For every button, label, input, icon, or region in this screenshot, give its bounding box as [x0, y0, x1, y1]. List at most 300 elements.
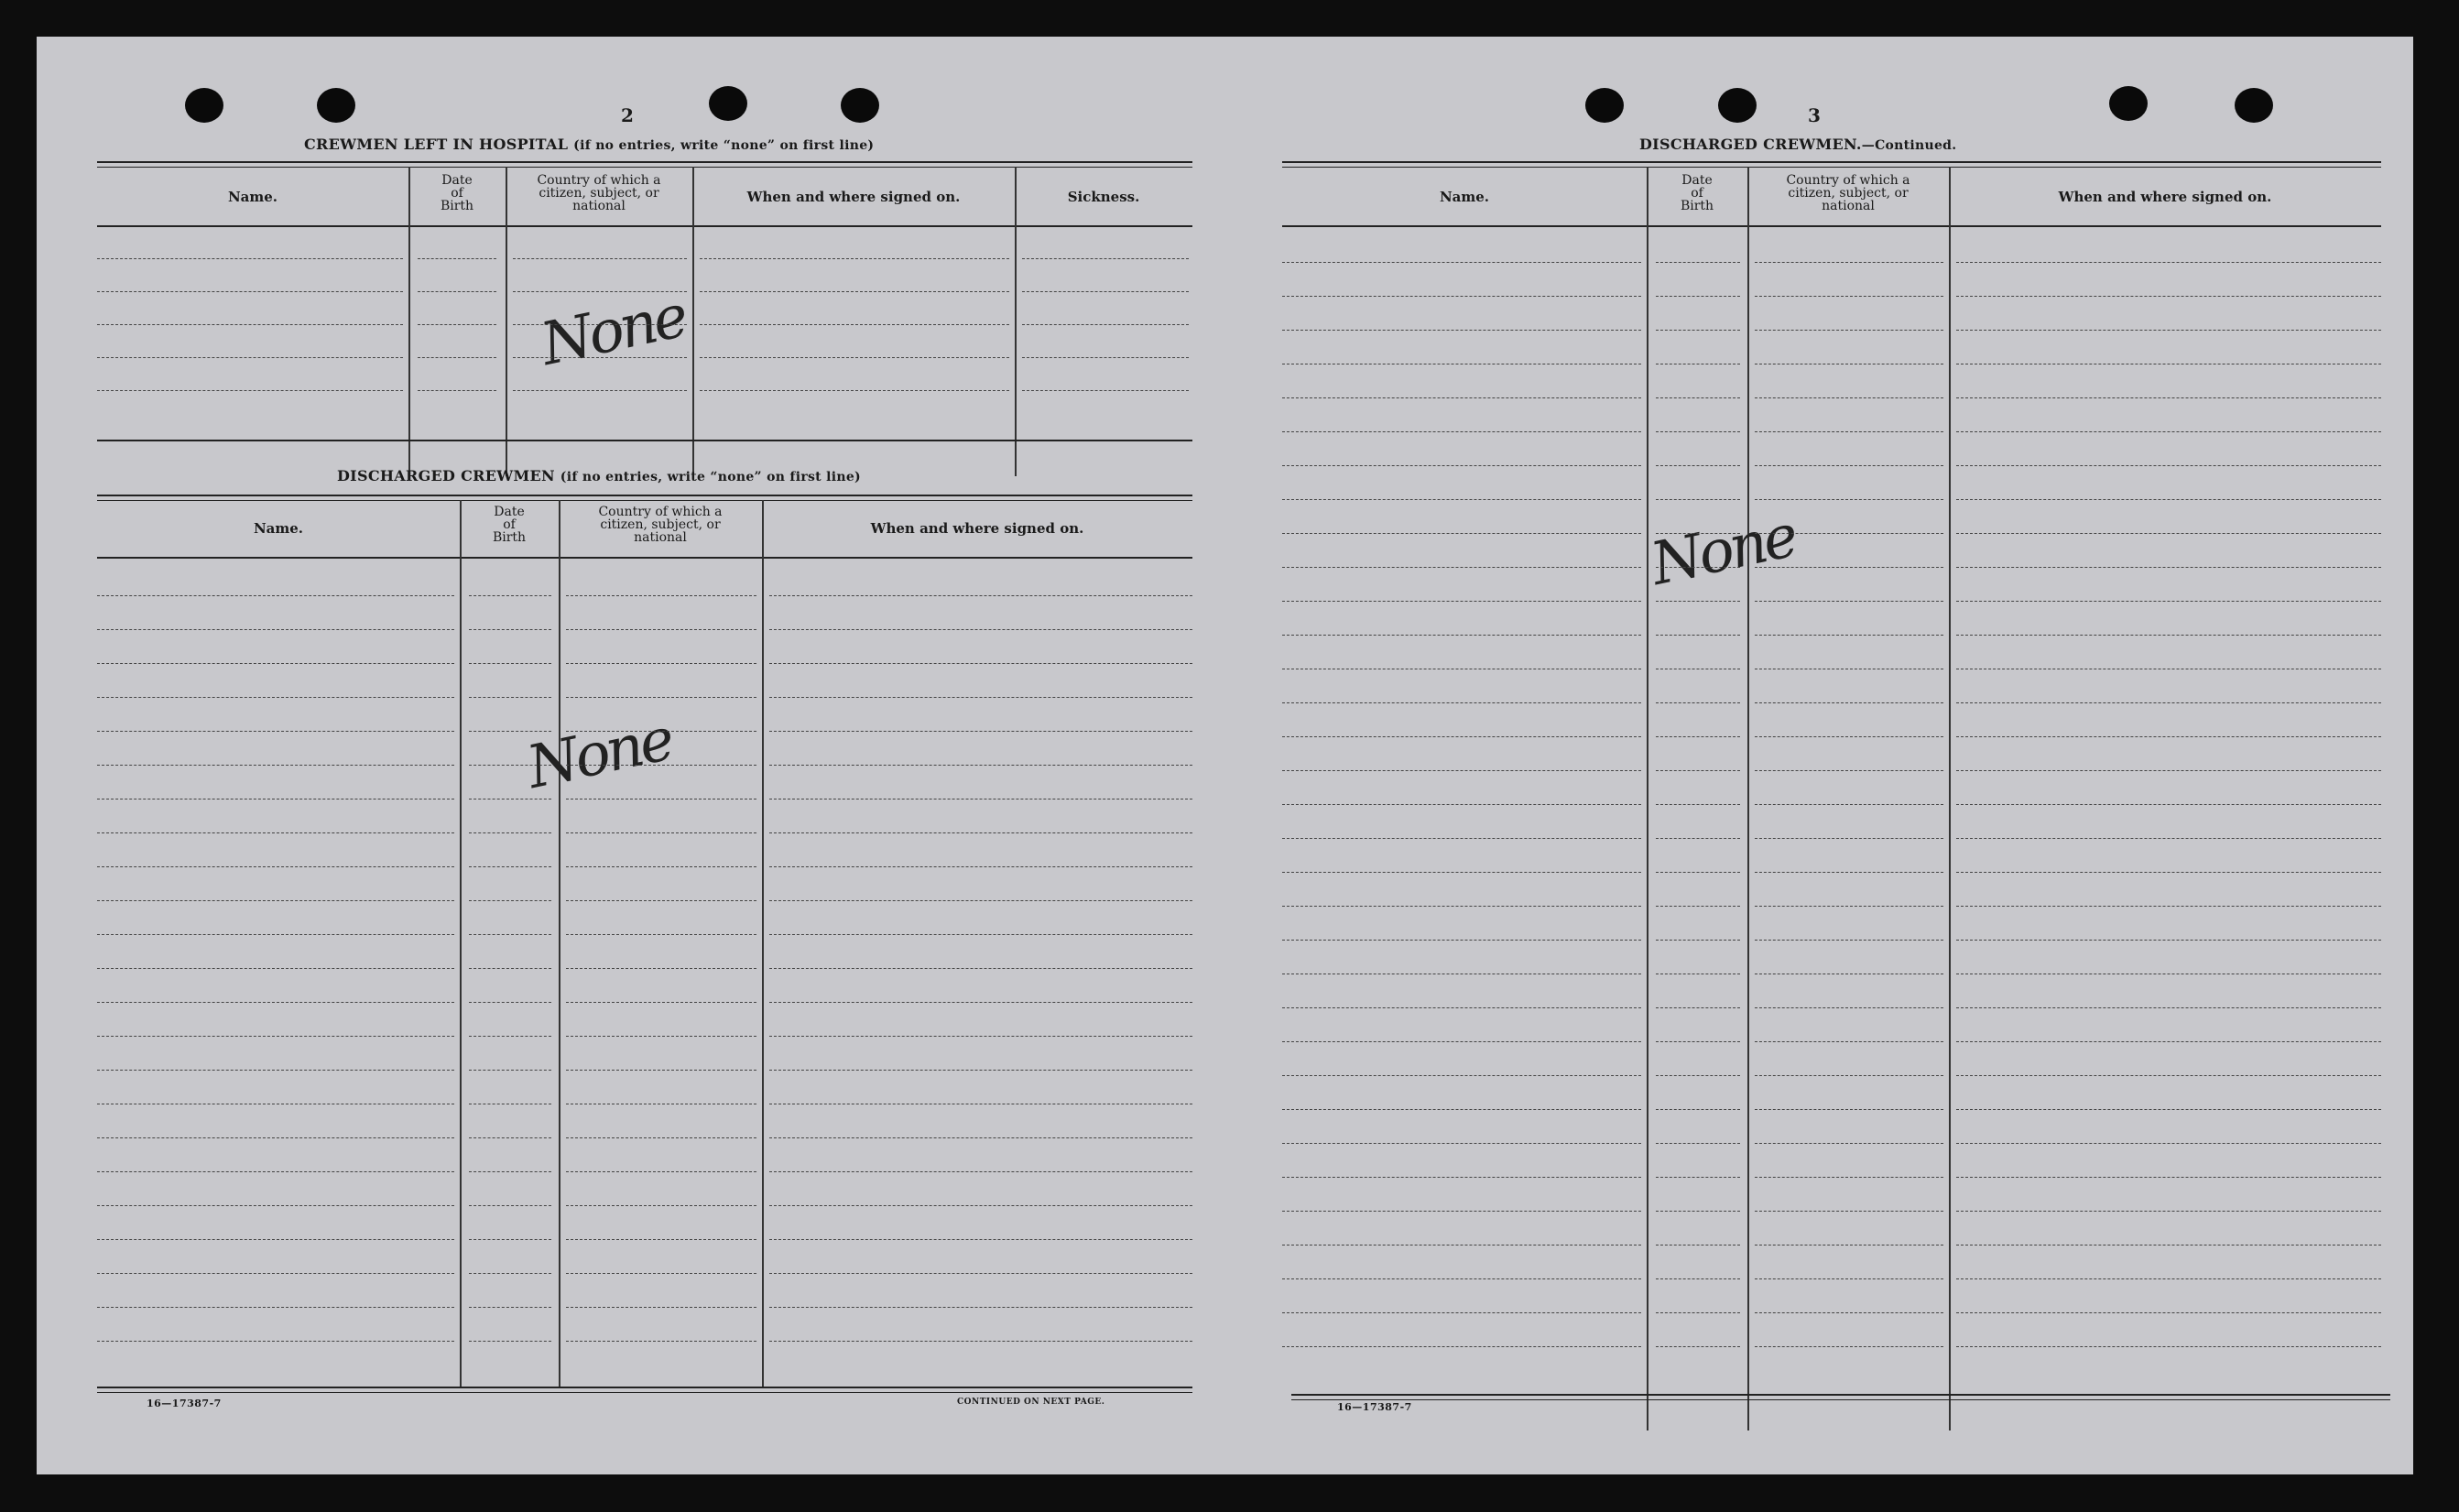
ruled-line — [700, 258, 1009, 259]
ruled-line — [566, 866, 756, 867]
ruled-line — [1956, 1346, 2381, 1347]
ruled-line — [97, 900, 454, 901]
ruled-line — [1656, 1177, 1740, 1178]
dob-line-3: Birth — [1680, 199, 1714, 213]
ruled-line — [1755, 1143, 1943, 1144]
ruled-line — [1656, 940, 1740, 941]
discharged-col-divider — [762, 500, 764, 1387]
ruled-line — [700, 357, 1009, 358]
page-number-right: 3 — [1808, 104, 1821, 126]
ruled-line — [97, 866, 454, 867]
ruled-line — [469, 968, 551, 969]
ruled-line — [513, 390, 687, 391]
right-col-divider — [1647, 167, 1648, 1430]
ruled-line — [469, 1070, 551, 1071]
ruled-line — [1656, 1278, 1740, 1279]
discharged-col-name: Name. — [253, 520, 304, 537]
ruled-line — [1755, 872, 1943, 873]
ruled-line — [1956, 770, 2381, 771]
hospital-col-country — [506, 174, 692, 212]
ruled-line — [1656, 499, 1740, 500]
right-col-signed: When and where signed on. — [2058, 189, 2272, 205]
ruled-line — [1956, 431, 2381, 432]
ruled-line — [97, 832, 454, 833]
ruled-line — [1282, 1143, 1641, 1144]
discharged-col-divider — [460, 500, 462, 1387]
ruled-line — [566, 765, 756, 766]
ruled-line — [566, 663, 756, 664]
ruled-line — [469, 663, 551, 664]
ruled-line — [1956, 1041, 2381, 1042]
right-title-suffix: —Continued. — [1861, 138, 1957, 153]
ruled-line — [566, 799, 756, 800]
discharged-instruction: (if no entries, write “none” on first line) — [560, 470, 861, 484]
ruled-line — [769, 900, 1192, 901]
ruled-line — [1282, 872, 1641, 873]
right-header-rule — [1282, 225, 2381, 227]
ruled-line — [1656, 296, 1740, 297]
ruled-line — [1956, 465, 2381, 466]
ruled-line — [1956, 1312, 2381, 1313]
discharged-bottom-rule-2 — [97, 1392, 1192, 1393]
ruled-line — [1282, 1211, 1641, 1212]
ruled-line — [1956, 499, 2381, 500]
ruled-line — [1282, 1075, 1641, 1076]
ruled-line — [97, 258, 403, 259]
punch-hole — [185, 88, 223, 123]
ruled-line — [1755, 601, 1943, 602]
country-line-1: Country of which a — [537, 173, 661, 188]
ruled-line — [97, 1205, 454, 1206]
ruled-line — [1956, 533, 2381, 534]
discharged-col-signed: When and where signed on. — [870, 520, 1084, 537]
ruled-line — [769, 1002, 1192, 1003]
ruled-line — [1956, 838, 2381, 839]
ruled-line — [1282, 397, 1641, 398]
dob-line-3: Birth — [440, 199, 474, 213]
ruled-line — [566, 1341, 756, 1342]
ruled-line — [1755, 906, 1943, 907]
ruled-line — [566, 595, 756, 596]
ruled-line — [1656, 872, 1740, 873]
right-section-title — [1639, 136, 1956, 153]
ruled-line — [1022, 390, 1189, 391]
ruled-line — [1956, 330, 2381, 331]
hospital-col-signed: When and where signed on. — [746, 189, 961, 205]
ruled-line — [1656, 1041, 1740, 1042]
ruled-line — [1282, 1041, 1641, 1042]
ruled-line — [769, 697, 1192, 698]
discharged-bottom-rule — [97, 1387, 1192, 1388]
ruled-line — [1956, 906, 2381, 907]
ruled-line — [1022, 357, 1189, 358]
right-bottom-rule-2 — [1291, 1399, 2390, 1400]
ruled-line — [1656, 262, 1740, 263]
ruled-line — [1755, 635, 1943, 636]
ruled-line — [769, 1070, 1192, 1071]
ruled-line — [469, 629, 551, 630]
ruled-line — [1022, 324, 1189, 325]
punch-hole — [709, 86, 747, 121]
ruled-line — [769, 1171, 1192, 1172]
right-top-rule-2 — [1282, 167, 2381, 168]
ruled-line — [769, 1273, 1192, 1274]
ruled-line — [1656, 533, 1740, 534]
ruled-line — [769, 866, 1192, 867]
ruled-line — [1755, 1007, 1943, 1008]
ruled-line — [566, 731, 756, 732]
right-bottom-rule — [1291, 1394, 2390, 1396]
right-col-divider — [1747, 167, 1749, 1430]
ruled-line — [1282, 1007, 1641, 1008]
ruled-line — [769, 934, 1192, 935]
ruled-line — [1282, 499, 1641, 500]
ruled-line — [513, 258, 687, 259]
ruled-line — [469, 1205, 551, 1206]
ruled-line — [769, 799, 1192, 800]
ruled-line — [1956, 1143, 2381, 1144]
ruled-line — [1956, 804, 2381, 805]
ruled-line — [1755, 262, 1943, 263]
ruled-line — [469, 1137, 551, 1138]
country-line-3: national — [1822, 199, 1875, 213]
ruled-line — [1755, 431, 1943, 432]
hospital-col-name: Name. — [227, 189, 278, 205]
ruled-line — [97, 595, 454, 596]
hospital-handwritten-none: None — [535, 282, 691, 379]
ruled-line — [566, 900, 756, 901]
ruled-line — [513, 357, 687, 358]
discharged-top-rule-2 — [97, 500, 1192, 501]
ruled-line — [469, 1036, 551, 1037]
ruled-line — [513, 291, 687, 292]
ruled-line — [1755, 1312, 1943, 1313]
hospital-bottom-rule — [97, 440, 1192, 441]
ruled-line — [566, 1137, 756, 1138]
ruled-line — [513, 324, 687, 325]
ruled-line — [97, 1273, 454, 1274]
ruled-line — [97, 1036, 454, 1037]
ruled-line — [418, 258, 496, 259]
ruled-line — [469, 697, 551, 698]
ruled-line — [1282, 1278, 1641, 1279]
ruled-line — [1656, 635, 1740, 636]
right-col-name: Name. — [1439, 189, 1490, 205]
ruled-line — [1282, 431, 1641, 432]
ruled-line — [1282, 1177, 1641, 1178]
ruled-line — [1282, 804, 1641, 805]
hospital-top-rule-2 — [97, 167, 1192, 168]
ruled-line — [566, 1002, 756, 1003]
ruled-line — [1656, 906, 1740, 907]
ruled-line — [97, 765, 454, 766]
ruled-line — [469, 1341, 551, 1342]
ruled-line — [1022, 291, 1189, 292]
ruled-line — [1755, 1346, 1943, 1347]
document-sheet — [37, 37, 2413, 1474]
ruled-line — [1755, 330, 1943, 331]
ruled-line — [1956, 635, 2381, 636]
ruled-line — [566, 1239, 756, 1240]
ruled-line — [1956, 601, 2381, 602]
ruled-line — [1755, 770, 1943, 771]
ruled-line — [1755, 499, 1943, 500]
ruled-line — [769, 1307, 1192, 1308]
ruled-line — [1656, 1075, 1740, 1076]
ruled-line — [1956, 567, 2381, 568]
ruled-line — [97, 799, 454, 800]
ruled-line — [97, 390, 403, 391]
ruled-line — [1755, 296, 1943, 297]
footer-continued-note: CONTINUED ON NEXT PAGE. — [957, 1398, 1105, 1407]
ruled-line — [469, 934, 551, 935]
ruled-line — [97, 629, 454, 630]
ruled-line — [1282, 906, 1641, 907]
dob-line-1: Date — [1681, 173, 1713, 188]
discharged-col-divider — [559, 500, 560, 1387]
hospital-top-rule — [97, 161, 1192, 163]
ruled-line — [1282, 465, 1641, 466]
country-line-3: national — [634, 530, 687, 545]
ruled-line — [700, 291, 1009, 292]
right-handwritten-none: None — [1645, 502, 1801, 599]
ruled-line — [1755, 1177, 1943, 1178]
ruled-line — [566, 968, 756, 969]
ruled-line — [769, 595, 1192, 596]
punch-hole — [317, 88, 355, 123]
dob-line-2: of — [451, 186, 463, 201]
ruled-line — [769, 968, 1192, 969]
ruled-line — [566, 629, 756, 630]
ruled-line — [566, 1273, 756, 1274]
ruled-line — [1022, 258, 1189, 259]
dob-line-3: Birth — [492, 530, 527, 545]
ruled-line — [1956, 702, 2381, 703]
ruled-line — [769, 832, 1192, 833]
ruled-line — [97, 697, 454, 698]
right-col-divider — [1949, 167, 1951, 1430]
hospital-title-text: CREWMEN LEFT IN HOSPITAL — [304, 136, 569, 153]
ruled-line — [1282, 838, 1641, 839]
ruled-line — [1755, 1278, 1943, 1279]
ruled-line — [1656, 601, 1740, 602]
ruled-line — [1755, 1075, 1943, 1076]
ruled-line — [97, 291, 403, 292]
ruled-line — [566, 1205, 756, 1206]
hospital-col-divider — [1015, 167, 1017, 476]
ruled-line — [1755, 465, 1943, 466]
hospital-section-title — [304, 136, 874, 153]
ruled-line — [418, 291, 496, 292]
ruled-line — [1755, 397, 1943, 398]
ruled-line — [97, 934, 454, 935]
ruled-line — [566, 1307, 756, 1308]
hospital-col-sickness: Sickness. — [1067, 189, 1140, 205]
ruled-line — [769, 731, 1192, 732]
ruled-line — [1956, 1278, 2381, 1279]
punch-hole — [1585, 88, 1624, 123]
ruled-line — [97, 324, 403, 325]
ruled-line — [469, 799, 551, 800]
ruled-line — [1656, 1312, 1740, 1313]
ruled-line — [1956, 872, 2381, 873]
ruled-line — [1282, 1346, 1641, 1347]
ruled-line — [418, 357, 496, 358]
ruled-line — [469, 765, 551, 766]
ruled-line — [769, 1137, 1192, 1138]
ruled-line — [769, 1036, 1192, 1037]
ruled-line — [769, 663, 1192, 664]
ruled-line — [469, 1002, 551, 1003]
right-top-rule — [1282, 161, 2381, 163]
discharged-col-country — [559, 506, 762, 544]
punch-hole — [2235, 88, 2273, 123]
punch-hole — [1718, 88, 1757, 123]
dob-line-1: Date — [494, 505, 525, 519]
ruled-line — [1282, 533, 1641, 534]
discharged-title-text: DISCHARGED CREWMEN — [337, 467, 555, 484]
page-number-left: 2 — [621, 104, 634, 126]
ruled-line — [418, 324, 496, 325]
ruled-line — [1282, 770, 1641, 771]
ruled-line — [97, 968, 454, 969]
ruled-line — [1755, 804, 1943, 805]
ruled-line — [566, 1036, 756, 1037]
ruled-line — [469, 832, 551, 833]
ruled-line — [97, 663, 454, 664]
punch-hole — [2109, 86, 2148, 121]
ruled-line — [1656, 397, 1740, 398]
ruled-line — [1656, 1211, 1740, 1212]
punch-hole — [841, 88, 879, 123]
ruled-line — [97, 1239, 454, 1240]
ruled-line — [1656, 736, 1740, 737]
ruled-line — [469, 1273, 551, 1274]
ruled-line — [1282, 1109, 1641, 1110]
ruled-line — [1755, 533, 1943, 534]
ruled-line — [97, 1307, 454, 1308]
ruled-line — [1956, 1211, 2381, 1212]
ruled-line — [1282, 702, 1641, 703]
ruled-line — [469, 900, 551, 901]
ruled-line — [469, 1171, 551, 1172]
ruled-line — [1656, 1143, 1740, 1144]
ruled-line — [769, 1341, 1192, 1342]
country-line-1: Country of which a — [598, 505, 723, 519]
ruled-line — [1282, 330, 1641, 331]
ruled-line — [566, 1171, 756, 1172]
ruled-line — [1282, 1312, 1641, 1313]
ruled-line — [769, 629, 1192, 630]
ruled-line — [1956, 397, 2381, 398]
ruled-line — [1282, 262, 1641, 263]
ruled-line — [1656, 770, 1740, 771]
ruled-line — [97, 1070, 454, 1071]
ruled-line — [1656, 1109, 1740, 1110]
ruled-line — [1956, 736, 2381, 737]
ruled-line — [1956, 296, 2381, 297]
ruled-line — [1282, 601, 1641, 602]
ruled-line — [1656, 804, 1740, 805]
hospital-col-divider — [408, 167, 410, 476]
ruled-line — [1656, 567, 1740, 568]
country-line-2: citizen, subject, or — [1788, 186, 1909, 201]
ruled-line — [1282, 296, 1641, 297]
ruled-line — [1282, 635, 1641, 636]
ruled-line — [97, 357, 403, 358]
ruled-line — [97, 1002, 454, 1003]
hospital-header-rule — [97, 225, 1192, 227]
country-line-3: national — [572, 199, 626, 213]
country-line-1: Country of which a — [1786, 173, 1910, 188]
ruled-line — [97, 731, 454, 732]
discharged-col-dob — [460, 506, 559, 544]
ruled-line — [1656, 330, 1740, 331]
ruled-line — [469, 1239, 551, 1240]
ruled-line — [1956, 1177, 2381, 1178]
ruled-line — [1755, 702, 1943, 703]
ruled-line — [418, 390, 496, 391]
ruled-line — [1956, 1007, 2381, 1008]
ruled-line — [97, 1171, 454, 1172]
hospital-col-dob — [408, 174, 506, 212]
ruled-line — [1755, 940, 1943, 941]
ruled-line — [469, 1307, 551, 1308]
ruled-line — [1656, 702, 1740, 703]
ruled-line — [1282, 736, 1641, 737]
hospital-col-divider — [692, 167, 694, 476]
ruled-line — [469, 866, 551, 867]
footer-code-left: 16—17387-7 — [147, 1398, 222, 1409]
hospital-instruction: (if no entries, write “none” on first line) — [573, 138, 875, 153]
discharged-handwritten-none: None — [521, 705, 678, 802]
ruled-line — [469, 731, 551, 732]
ruled-line — [1282, 940, 1641, 941]
ruled-line — [1656, 465, 1740, 466]
ruled-line — [1755, 736, 1943, 737]
ruled-line — [1956, 1075, 2381, 1076]
ruled-line — [97, 1341, 454, 1342]
footer-code-right: 16—17387-7 — [1337, 1401, 1412, 1413]
ruled-line — [566, 934, 756, 935]
country-line-2: citizen, subject, or — [539, 186, 659, 201]
ruled-line — [97, 1137, 454, 1138]
dob-line-2: of — [1691, 186, 1703, 201]
ruled-line — [1755, 838, 1943, 839]
ruled-line — [1755, 1211, 1943, 1212]
ruled-line — [1956, 262, 2381, 263]
dob-line-2: of — [503, 517, 516, 532]
discharged-top-rule — [97, 495, 1192, 496]
ruled-line — [1956, 1109, 2381, 1110]
ruled-line — [769, 1205, 1192, 1206]
right-title-text: DISCHARGED CREWMEN. — [1639, 136, 1862, 153]
discharged-header-rule — [97, 557, 1192, 559]
ruled-line — [769, 1239, 1192, 1240]
dob-line-1: Date — [441, 173, 473, 188]
right-col-dob — [1647, 174, 1747, 212]
ruled-line — [1755, 1041, 1943, 1042]
ruled-line — [1656, 1007, 1740, 1008]
ruled-line — [1282, 567, 1641, 568]
right-col-country — [1747, 174, 1949, 212]
ruled-line — [1656, 1346, 1740, 1347]
ruled-line — [1656, 838, 1740, 839]
ruled-line — [469, 595, 551, 596]
ruled-line — [700, 324, 1009, 325]
ruled-line — [769, 765, 1192, 766]
ruled-line — [566, 832, 756, 833]
